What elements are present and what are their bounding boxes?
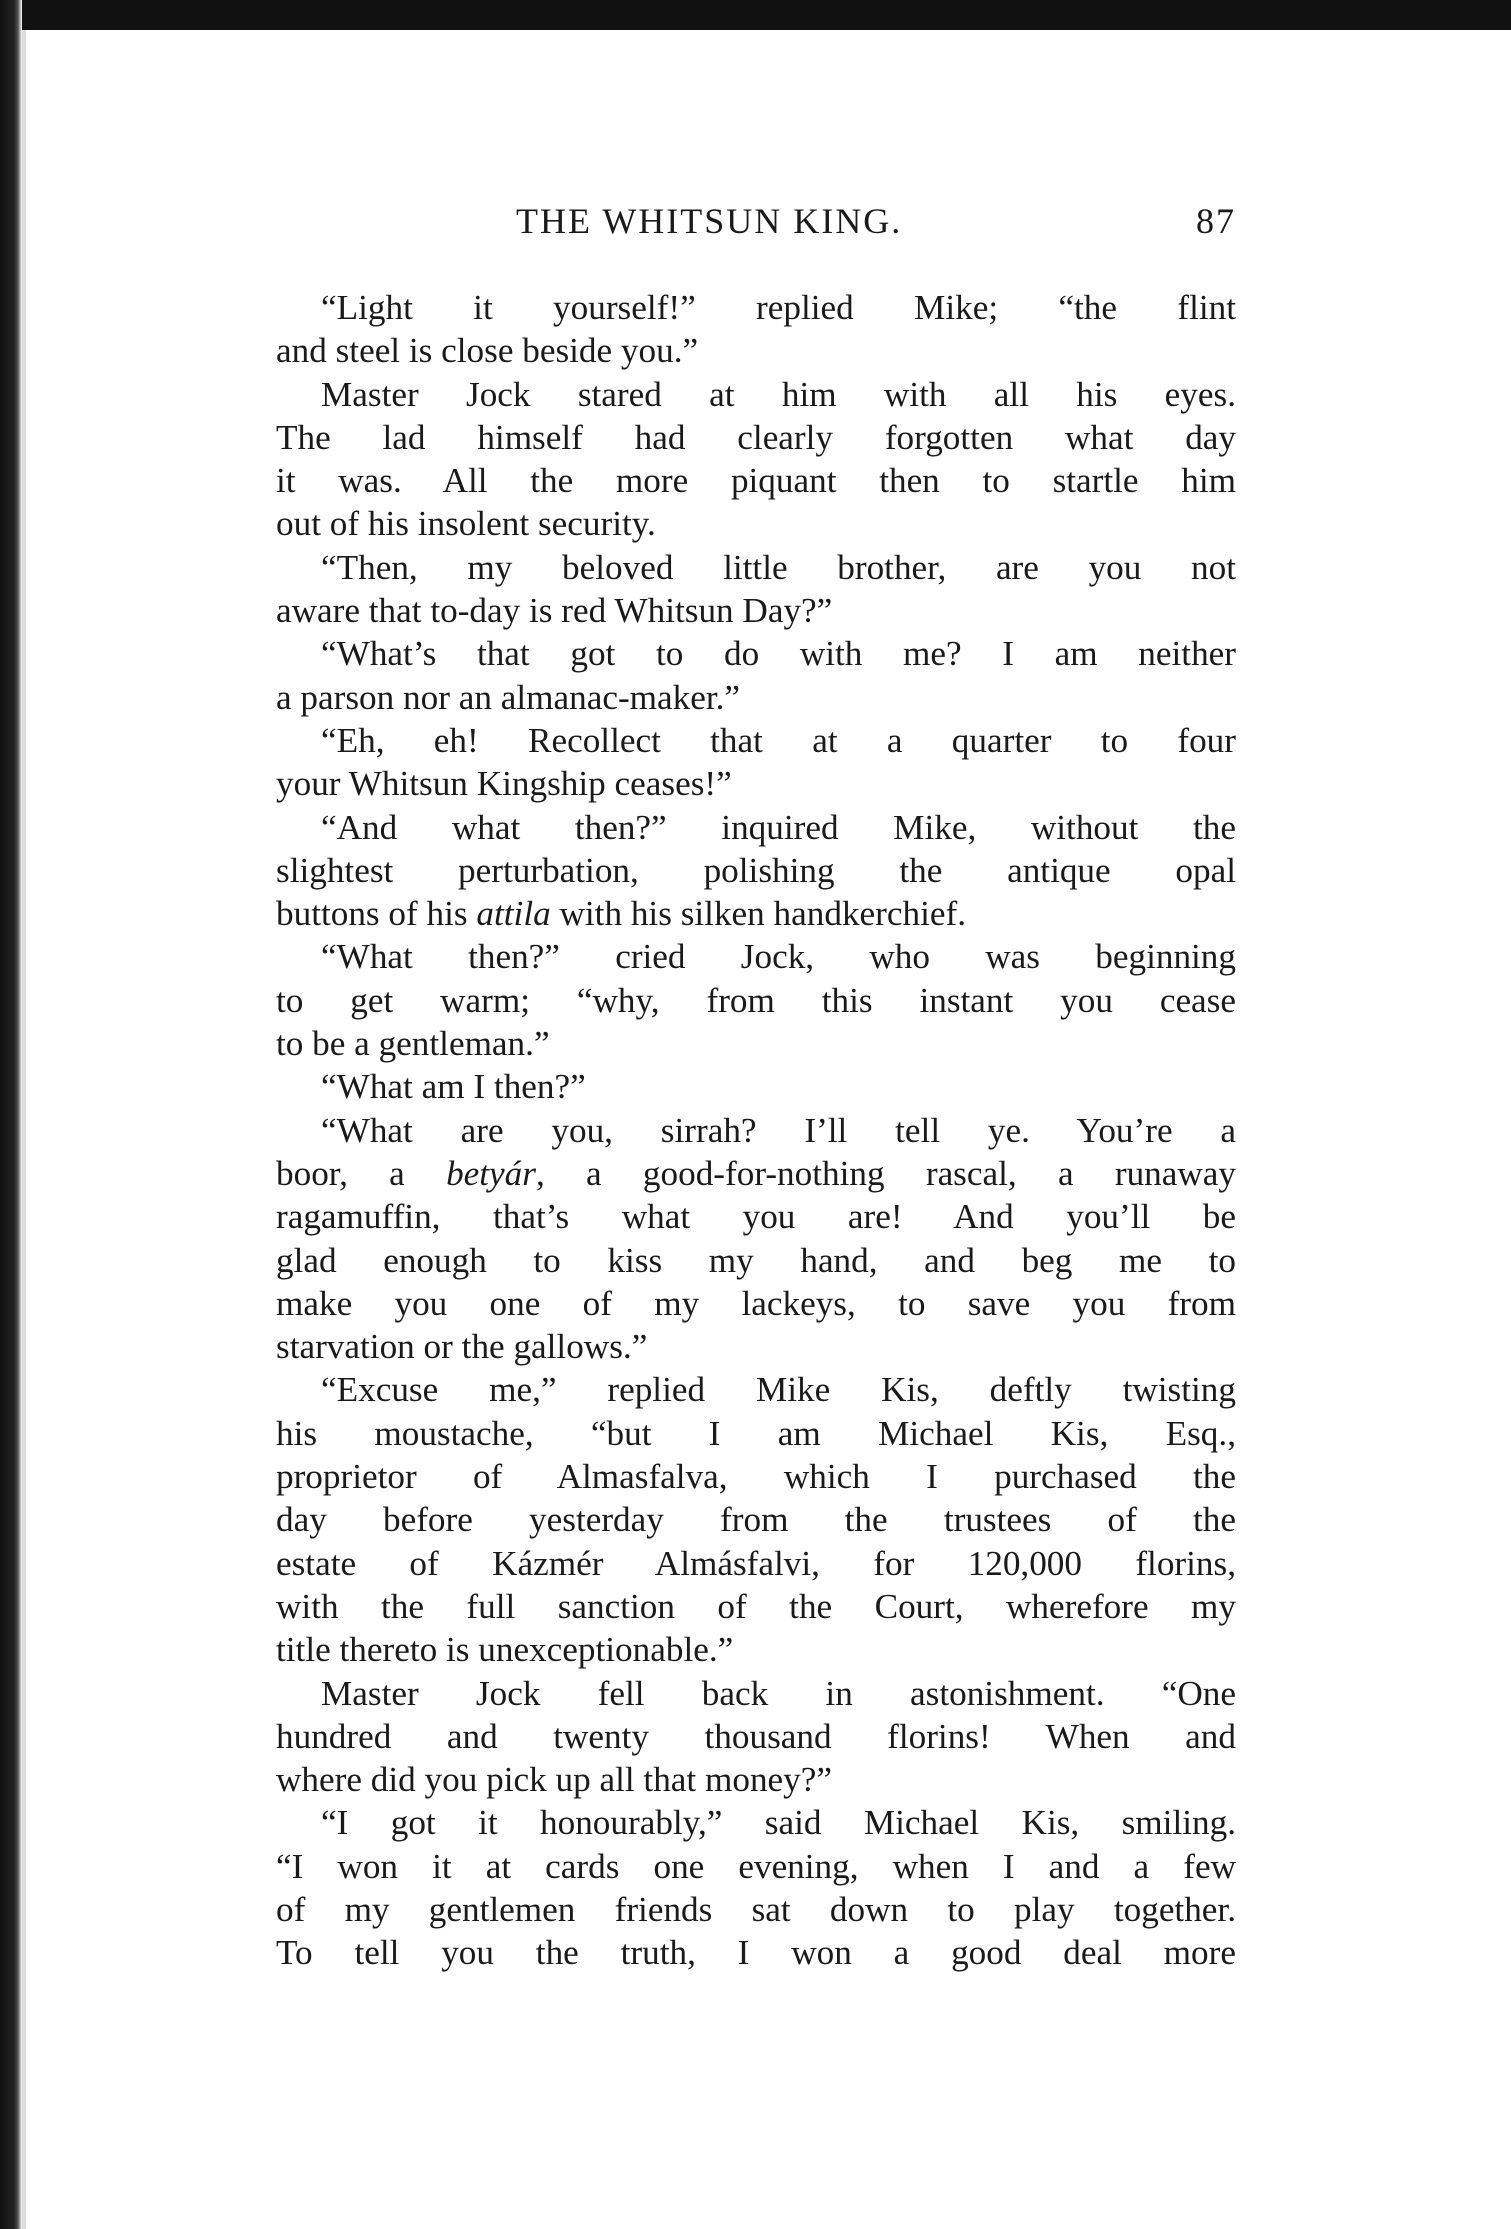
text-line: title thereto is unexceptionable.” <box>276 1630 734 1670</box>
text-line: of my gentlemen friends sat down to play together. <box>276 1889 1236 1929</box>
text-line: “What are you, sirrah? I’ll tell ye. You’re a <box>321 1110 1236 1150</box>
page-number: 87 <box>1196 201 1236 241</box>
text-line: Master Jock stared at him with all his eyes. <box>321 374 1236 414</box>
text-line: “What’s that got to do with me? I am neither <box>321 634 1236 674</box>
text-line: make you one of my lackeys, to save you from <box>276 1283 1236 1323</box>
text-line: Master Jock fell back in astonishment. “One <box>321 1673 1236 1713</box>
binding-shadow <box>22 30 26 2229</box>
text-line: “Then, my beloved little brother, are you not <box>321 547 1236 587</box>
text-line: where did you pick up all that money?” <box>276 1760 832 1800</box>
italic-word: betyár <box>446 1153 536 1193</box>
text-line: To tell you the truth, I won a good deal more <box>276 1933 1236 1973</box>
text-run: with his silken handkerchief. <box>559 894 966 934</box>
text-run: buttons of his <box>276 894 468 934</box>
text-line: starvation or the gallows.” <box>276 1327 648 1367</box>
page-left-edge <box>0 0 22 2229</box>
text-line: with the full sanction of the Court, wherefore my <box>276 1586 1236 1626</box>
text-line: your Whitsun Kingship ceases!” <box>276 764 732 804</box>
text-line: hundred and twenty thousand florins! When and <box>276 1716 1236 1756</box>
text-line: to get warm; “why, from this instant you cease <box>276 980 1236 1020</box>
italic-word: attila <box>476 894 551 934</box>
text-line-mixed <box>276 892 1236 935</box>
text-line: “I got it honourably,” said Michael Kis, smiling. <box>321 1803 1236 1843</box>
text-line: a parson nor an almanac-maker.” <box>276 677 741 717</box>
text-line-mixed <box>276 1152 1236 1195</box>
running-title: THE WHITSUN KING. <box>516 201 903 241</box>
text-line: out of his insolent security. <box>276 504 656 544</box>
text-line: “What am I then?” <box>321 1067 586 1107</box>
text-line: “What then?” cried Jock, who was beginning <box>321 937 1236 977</box>
body-text <box>276 286 1236 1975</box>
text-line: “Excuse me,” replied Mike Kis, deftly twisting <box>321 1370 1236 1410</box>
text-line: “Light it yourself!” replied Mike; “the flint <box>321 288 1236 327</box>
page-top-edge <box>0 0 1511 30</box>
text-line: and steel is close beside you.” <box>276 331 699 371</box>
text-line: slightest perturbation, polishing the antique opal <box>276 850 1236 890</box>
text-line: it was. All the more piquant then to startle him <box>276 461 1236 501</box>
text-run: boor, a <box>276 1153 405 1193</box>
running-header <box>516 200 1236 250</box>
text-line: proprietor of Almasfalva, which I purchased the <box>276 1457 1236 1497</box>
text-line: “And what then?” inquired Mike, without the <box>321 807 1236 847</box>
text-line: “Eh, eh! Recollect that at a quarter to four <box>321 720 1236 760</box>
text-line: day before yesterday from the trustees of the <box>276 1500 1236 1540</box>
text-line: “I won it at cards one evening, when I and a few <box>276 1846 1236 1886</box>
text-line: ragamuffin, that’s what you are! And you’ll be <box>276 1197 1236 1237</box>
text-run: , a good-for-nothing rascal, a runaway <box>535 1153 1236 1193</box>
text-line: The lad himself had clearly forgotten what day <box>276 417 1236 457</box>
text-line: glad enough to kiss my hand, and beg me to <box>276 1240 1236 1280</box>
text-line: to be a gentleman.” <box>276 1024 550 1064</box>
text-line: estate of Kázmér Almásfalvi, for 120,000 florins, <box>276 1543 1236 1583</box>
text-line: aware that to-day is red Whitsun Day?” <box>276 591 833 631</box>
text-line: his moustache, “but I am Michael Kis, Esq., <box>276 1413 1236 1453</box>
